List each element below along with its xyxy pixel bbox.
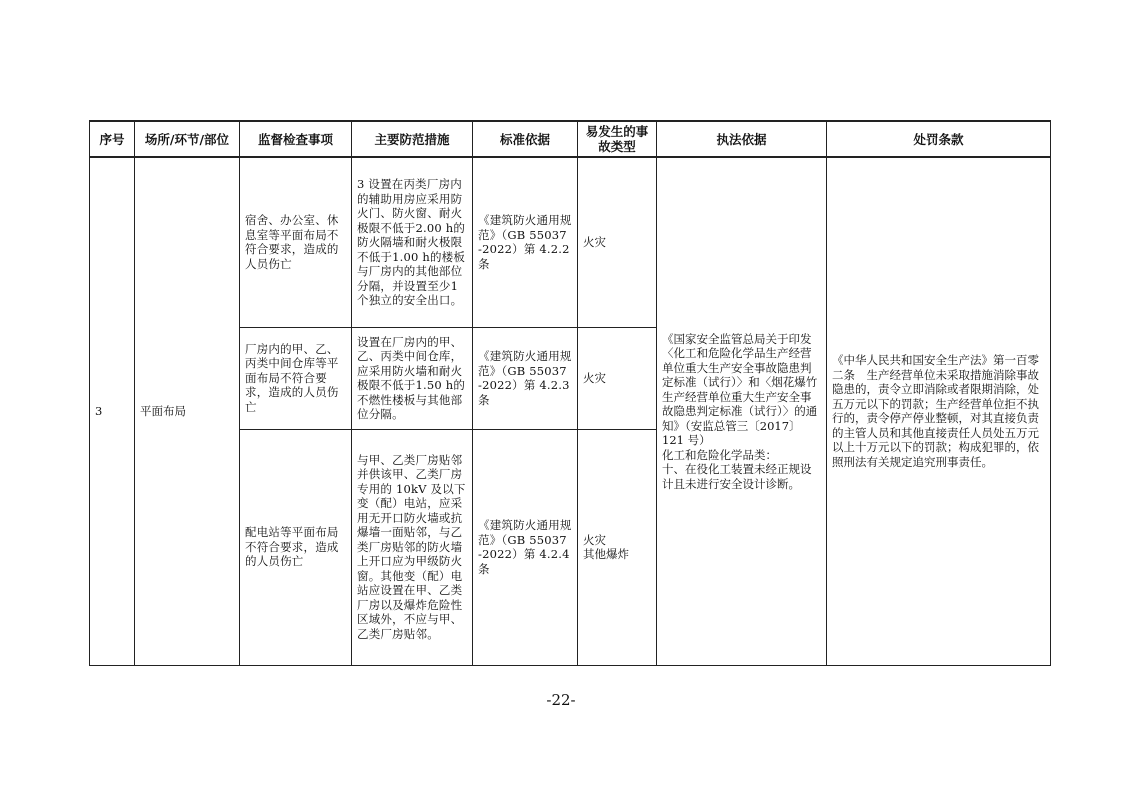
accident-type: 火灾 [583, 532, 606, 547]
law-basis-category: 化工和危险化学品类： [662, 447, 777, 462]
standard-cell: 《建筑防火通用规范》（GB 55037 -2022）第 4.2.3 条 [473, 327, 578, 429]
accident-type-cell [578, 157, 657, 327]
regulation-table [89, 120, 1051, 666]
accident-type: 火灾 [583, 370, 606, 385]
table-header-row [90, 121, 1051, 157]
header-measure: 主要防范措施 [352, 121, 473, 157]
row-serial-cell: 3 [90, 157, 135, 665]
table-row [90, 157, 1051, 327]
header-standard: 标准依据 [473, 121, 578, 157]
law-basis-clause: 十、在役化工装置未经正规设计且未进行安全设计诊断。 [662, 462, 812, 491]
standard-cell: 《建筑防火通用规范》（GB 55037 -2022）第 4.2.2 条 [473, 157, 578, 327]
header-penalty: 处罚条款 [827, 121, 1051, 157]
standard-cell: 《建筑防火通用规范》（GB 55037 -2022）第 4.2.4 条 [473, 429, 578, 665]
accident-type: 火灾 [583, 235, 606, 249]
accident-type-cell [578, 429, 657, 665]
header-check-item: 监督检查事项 [240, 121, 352, 157]
header-location: 场所/环节/部位 [135, 121, 240, 157]
location-cell: 平面布局 [135, 157, 240, 665]
header-accident-type: 易发生的事故类型 [578, 121, 657, 157]
measure-cell: 设置在厂房内的甲、乙、丙类中间仓库，应采用防火墙和耐火极限不低于1.50 h的不燃性楼板与其他部位分隔。 [352, 327, 473, 429]
header-serial: 序号 [90, 121, 135, 157]
page-number: -22- [546, 691, 576, 709]
penalty-cell: 《中华人民共和国安全生产法》第一百零二条 生产经营单位未采取措施消除事故隐患的，责令立即消除或者限期消除，处五万元以下的罚款；生产经营单位拒不执行的，责令停产停业整顿，对其直接负责的主管人员和其他直接责任人员处五万元以上十万元以下的罚款；构成犯罪的，依照刑法有关规定追究刑事责任。 [827, 157, 1051, 665]
law-basis-cell [657, 157, 827, 665]
check-item-cell: 宿舍、办公室、休息室等平面布局不符合要求，造成的人员伤亡 [240, 157, 352, 327]
header-law-basis: 执法依据 [657, 121, 827, 157]
check-item-cell: 配电站等平面布局不符合要求，造成的人员伤亡 [240, 429, 352, 665]
measure-cell: 3 设置在丙类厂房内的辅助用房应采用防火门、防火窗、耐火极限不低于2.00 h的防火隔墙和耐火极限不低于1.00 h的楼板与厂房内的其他部位分隔，并设置至少1个独立的安全出口。 [352, 157, 473, 327]
accident-type-cell [578, 327, 657, 429]
law-basis-notice: 《国家安全监管总局关于印发〈化工和危险化学品生产经营单位重大生产安全事故隐患判定标准（试行）〉和〈烟花爆竹生产经营单位重大生产安全事故隐患判定标准（试行）〉的通知》（安监总管三〔2017〕121 号） [662, 331, 818, 447]
check-item-cell: 厂房内的甲、乙、丙类中间仓库等平面布局不符合要求，造成的人员伤亡 [240, 327, 352, 429]
measure-cell: 与甲、乙类厂房贴邻并供该甲、乙类厂房专用的 10kV 及以下变（配）电站，应采用无开口防火墙或抗爆墙一面贴邻，与乙类厂房贴邻的防火墙上开口应为甲级防火窗。其他变（配）电站应设置在甲、乙类厂房以及爆炸危险性区域外，不应与甲、乙类厂房贴邻。 [352, 429, 473, 665]
accident-type: 其他爆炸 [583, 547, 629, 561]
